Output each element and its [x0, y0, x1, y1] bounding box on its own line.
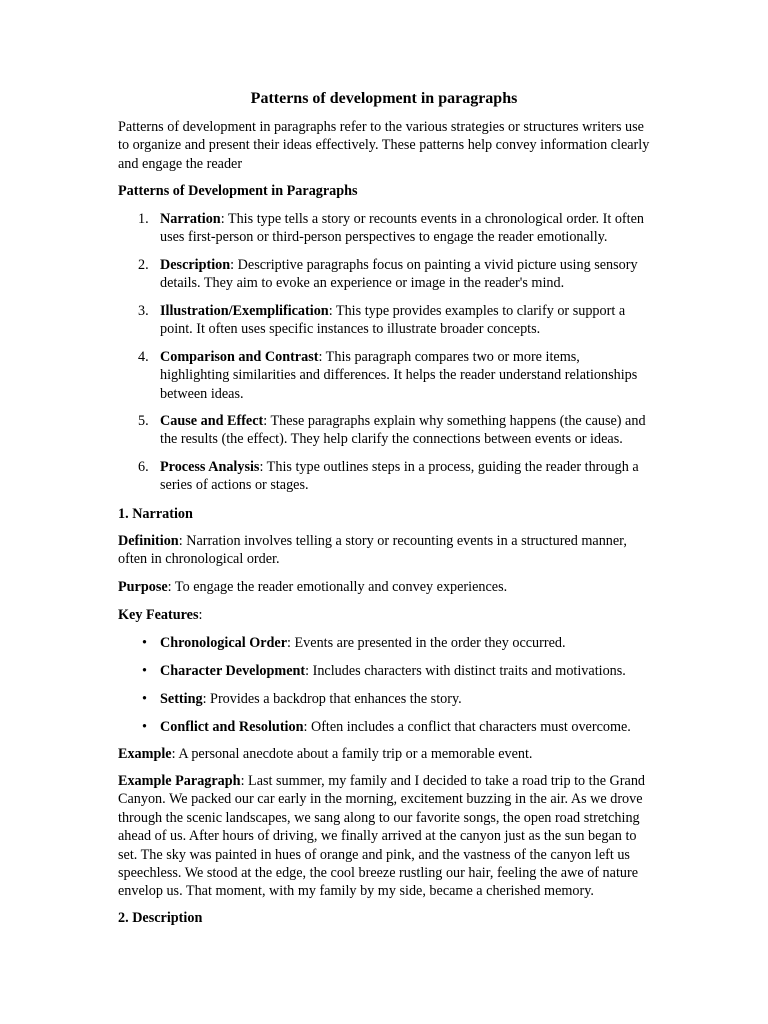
section-heading-text: Patterns of Development in Paragraphs — [118, 183, 358, 199]
feature-text — [160, 634, 650, 652]
feature-text — [160, 662, 650, 680]
definition-text: : Narration involves telling a story or recounting events in a structured manner, often in chronological order. — [118, 533, 627, 568]
description-heading-text: 2. Description — [118, 910, 203, 926]
pattern-term: Process Analysis — [160, 459, 260, 475]
list-number: 6. — [138, 459, 149, 475]
example-paragraph-long — [118, 772, 658, 901]
list-number: 4. — [138, 349, 149, 365]
pattern-desc: : This type tells a story or recounts events in a chronological order. It often uses first-person or third-person perspectives to engage the reader emotionally. — [160, 211, 644, 246]
feature-text — [160, 718, 650, 736]
feature-desc: : Events are presented in the order they occurred. — [287, 635, 566, 651]
intro-paragraph: Patterns of development in paragraphs refer to the various strategies or structures writers use to organize and present their ideas effectively. These patterns help convey information clearly and engage the reader — [118, 119, 650, 172]
description-heading — [118, 909, 658, 927]
list-number: 1. — [138, 211, 149, 227]
pattern-term: Description — [160, 257, 231, 273]
document-title: Patterns of development in paragraphs — [250, 90, 518, 107]
example-paragraph-label: Example Paragraph — [118, 773, 241, 789]
list-item-text — [160, 348, 650, 403]
feature-desc: : Often includes a conflict that characters must overcome. — [303, 719, 631, 735]
list-number: 3. — [138, 303, 149, 319]
feature-desc: : Provides a backdrop that enhances the story. — [202, 691, 462, 707]
list-item-text — [160, 210, 650, 247]
definition-label: Definition — [118, 533, 179, 549]
pattern-desc: : This type outlines steps in a process, guiding the reader through a series of actions or stages. — [160, 459, 639, 494]
section-heading — [118, 182, 658, 200]
bullet-icon: • — [142, 635, 147, 651]
pattern-term: Narration — [160, 211, 221, 227]
pattern-desc: : These paragraphs explain why something happens (the cause) and the results (the effect). They help clarify the connections between events or ideas. — [160, 413, 646, 448]
list-item-text — [160, 458, 650, 495]
list-number: 2. — [138, 257, 149, 273]
feature-desc: : Includes characters with distinct traits and motivations. — [305, 663, 626, 679]
list-item-text — [160, 412, 650, 449]
definition-paragraph — [118, 532, 658, 569]
example-text: : A personal anecdote about a family trip or a memorable event. — [171, 746, 533, 762]
purpose-label: Purpose — [118, 579, 168, 595]
feature-term: Chronological Order — [160, 635, 288, 651]
list-item-text — [160, 302, 650, 339]
purpose-paragraph — [118, 578, 658, 596]
pattern-term: Illustration/Exemplification — [160, 303, 329, 319]
bullet-icon: • — [142, 691, 147, 707]
key-features-colon: : — [198, 607, 203, 623]
pattern-desc: : Descriptive paragraphs focus on painting a vivid picture using sensory details. They aim to evoke an experience or image in the reader's mind. — [160, 257, 638, 292]
list-number: 5. — [138, 413, 149, 429]
bullet-icon: • — [142, 663, 147, 679]
feature-term: Setting — [160, 691, 203, 707]
feature-term: Character Development — [160, 663, 306, 679]
feature-term: Conflict and Resolution — [160, 719, 304, 735]
bullet-icon: • — [142, 719, 147, 735]
example-label: Example — [118, 746, 172, 762]
feature-text — [160, 690, 650, 708]
pattern-term: Comparison and Contrast — [160, 349, 319, 365]
purpose-text: : To engage the reader emotionally and convey experiences. — [167, 579, 508, 595]
pattern-desc: : This type provides examples to clarify or support a point. It often uses specific instances to illustrate broader concepts. — [160, 303, 626, 338]
narration-heading-text: 1. Narration — [118, 506, 193, 522]
list-item-text — [160, 256, 650, 293]
key-features-label-text: Key Features — [118, 607, 199, 623]
example-paragraph-text: : Last summer, my family and I decided to take a road trip to the Grand Canyon. We packed our car early in the morning, excitement buzzing in the air. As we drove through the scenic landscapes, we sang along to our favorite songs, the open road stretching ahead of us. After hours of driving, we finally arrived at the canyon just as the sun began to set. The sky was painted in hues of orange and pink, and the vastness of the canyon left us speechless. We stood at the edge, the cool breeze rustling our hair, feeling the awe of nature envelop us. That moment, with my family by my side, became a cherished memory. — [118, 773, 646, 900]
example-paragraph-short — [118, 745, 658, 763]
key-features-label — [118, 606, 658, 624]
pattern-desc: : This paragraph compares two or more items, highlighting similarities and differences. It helps the reader understand relationships between ideas. — [160, 349, 638, 402]
narration-heading — [118, 505, 658, 523]
pattern-term: Cause and Effect — [160, 413, 264, 429]
